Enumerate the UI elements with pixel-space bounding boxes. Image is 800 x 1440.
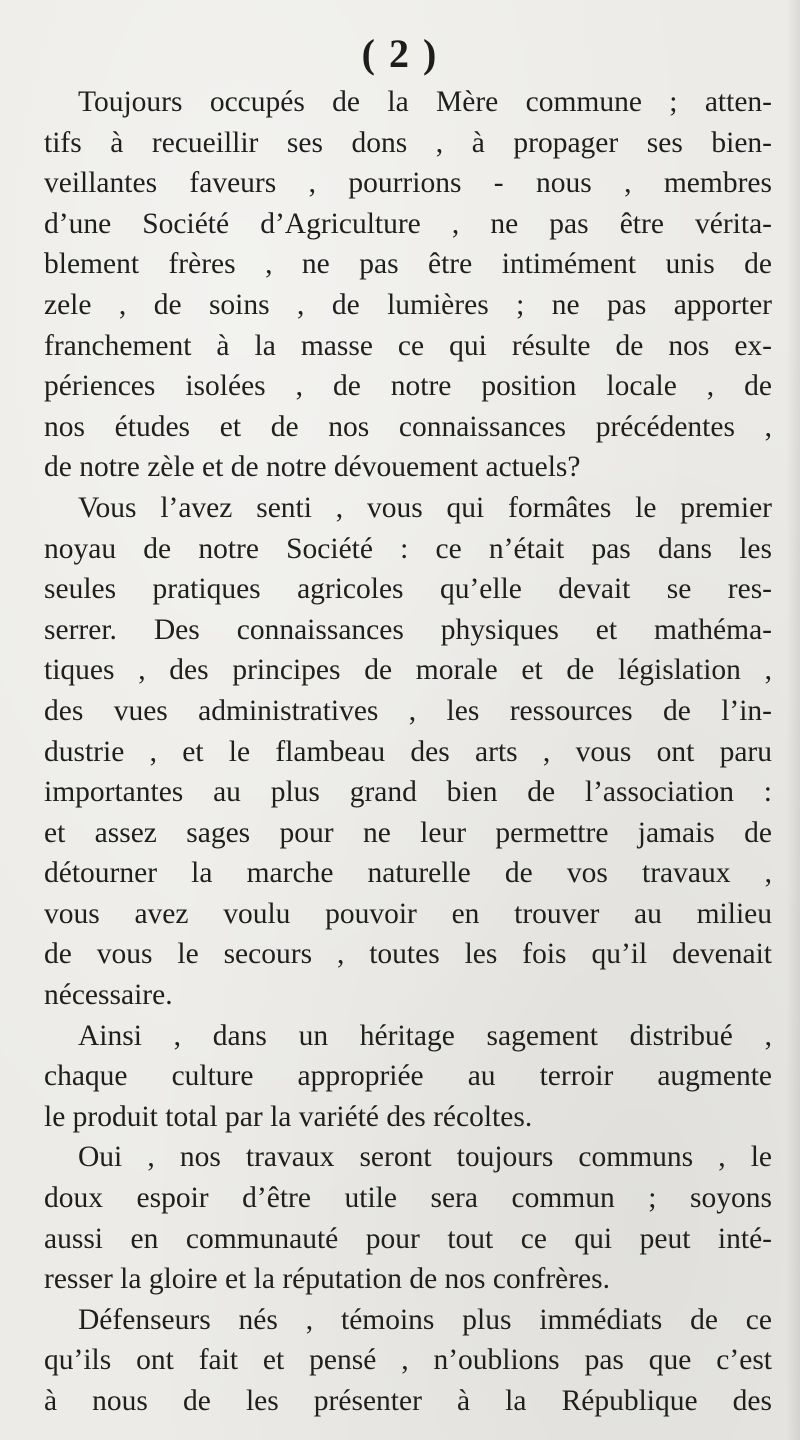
page-number: ( 2 ) — [361, 31, 439, 76]
text-line: serrer. Des connaissances physiques et mathéma- — [44, 613, 772, 646]
text-line: vous avez voulu pouvoir en trouver au milieu — [44, 897, 772, 930]
text-line: de notre zèle et de notre dévouement actuels? — [44, 451, 581, 484]
text-line: zele , de soins , de lumières ; ne pas apporter — [44, 288, 772, 321]
text-line: de vous le secours , toutes les fois qu’il devenait — [44, 938, 772, 971]
text-line: à nous de les présenter à la République des — [44, 1385, 772, 1417]
text-line: périences isolées , de notre position locale , de — [44, 370, 772, 403]
body-text — [44, 82, 772, 1422]
text-line: des vues administratives , les ressources de l’in- — [44, 694, 772, 727]
text-line: veillantes faveurs , pourrions - nous , membres — [44, 167, 772, 200]
text-line: le produit total par la variété des récoltes. — [44, 1100, 533, 1133]
text-line: dustrie , et le flambeau des arts , vous ont paru — [44, 735, 772, 768]
text-line: tifs à recueillir ses dons , à propager ses bien- — [44, 126, 772, 159]
text-line: seules pratiques agricoles qu’elle devait se res- — [44, 573, 772, 606]
text-line: Vous l’avez senti , vous qui formâtes le premier — [78, 491, 772, 524]
text-line: nécessaire. — [44, 979, 173, 1012]
text-line: doux espoir d’être utile sera commun ; soyons — [44, 1182, 772, 1215]
text-line: d’une Société d’Agriculture , ne pas être vérita- — [44, 207, 772, 240]
text-line: Oui , nos travaux seront toujours communs , le — [78, 1141, 772, 1174]
text-line: Ainsi , dans un héritage sagement distribué , — [78, 1019, 772, 1052]
text-line: Toujours occupés de la Mère commune ; atten- — [78, 86, 772, 118]
text-line: blement frères , ne pas être intimément unis de — [44, 248, 772, 281]
text-line: nos études et de nos connaissances précédentes , — [44, 410, 772, 443]
text-line: importantes au plus grand bien de l’association : — [44, 776, 772, 809]
text-line: aussi en communauté pour tout ce qui peut inté- — [44, 1222, 772, 1255]
text-line: tiques , des principes de morale et de législation , — [44, 654, 772, 687]
text-line: chaque culture appropriée au terroir augmente — [44, 1060, 772, 1093]
text-line: et assez sages pour ne leur permettre jamais de — [44, 816, 772, 849]
text-line: Défenseurs nés , témoins plus immédiats de ce — [78, 1303, 772, 1336]
text-line: qu’ils ont fait et pensé , n’oublions pas que c’est — [44, 1344, 772, 1377]
page-edge-shadow — [786, 0, 800, 1440]
text-line: détourner la marche naturelle de vos travaux , — [44, 857, 772, 890]
text-line: resser la gloire et la réputation de nos confrères. — [44, 1263, 611, 1296]
text-line: franchement à la masse ce qui résulte de nos ex- — [44, 329, 772, 362]
text-line: noyau de notre Société : ce n’était pas dans les — [44, 532, 772, 565]
